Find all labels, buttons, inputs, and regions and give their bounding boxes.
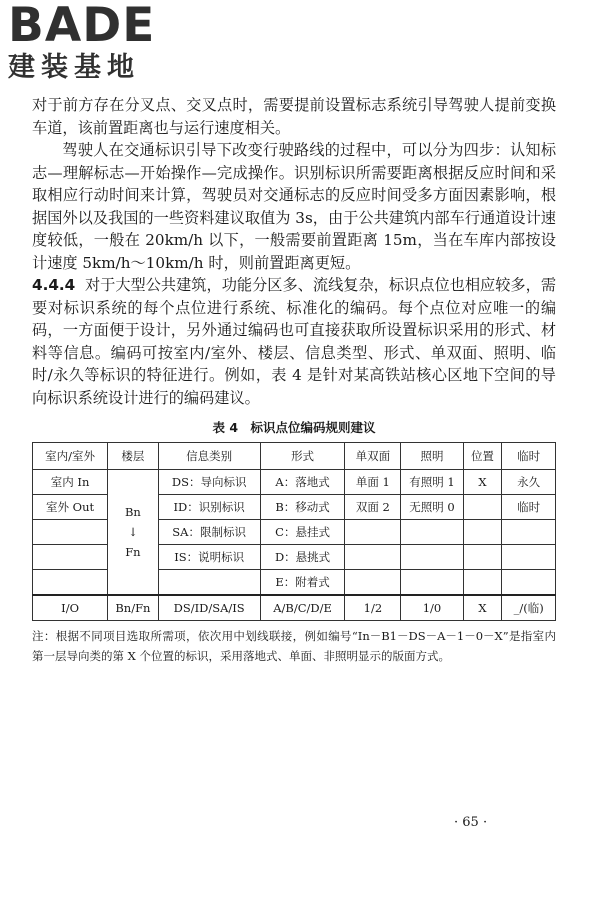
table-cell bbox=[401, 545, 463, 570]
table-cell bbox=[401, 570, 463, 596]
table-cell: 双面 2 bbox=[345, 495, 401, 520]
table-cell: 无照明 0 bbox=[401, 495, 463, 520]
page-number: · 65 · bbox=[454, 815, 488, 830]
table-cell bbox=[33, 570, 108, 596]
header-cell: 临时 bbox=[502, 443, 556, 470]
table-cell bbox=[345, 570, 401, 596]
arrow-down-icon: ↓ bbox=[128, 525, 138, 539]
table-cell bbox=[502, 570, 556, 596]
summary-cell: Bn/Fn bbox=[108, 595, 158, 621]
summary-cell: 1/0 bbox=[401, 595, 463, 621]
table-cell bbox=[463, 495, 502, 520]
table-title: 表 4 标识点位编码规则建议 bbox=[212, 420, 376, 435]
table-cell bbox=[463, 520, 502, 545]
table-cell: E：附着式 bbox=[260, 570, 345, 596]
table-cell: C：悬挂式 bbox=[260, 520, 345, 545]
header-cell: 信息类别 bbox=[158, 443, 260, 470]
table-cell bbox=[33, 520, 108, 545]
table-cell: 单面 1 bbox=[345, 470, 401, 495]
table-cell bbox=[463, 570, 502, 596]
summary-cell: A/B/C/D/E bbox=[260, 595, 345, 621]
table-cell bbox=[33, 545, 108, 570]
table-cell: SA：限制标识 bbox=[158, 520, 260, 545]
table-cell: 永久 bbox=[502, 470, 556, 495]
table-cell: 室外 Out bbox=[33, 495, 108, 520]
table-header-row bbox=[33, 443, 556, 470]
floor-start: Bn bbox=[124, 505, 141, 519]
table-cell bbox=[345, 520, 401, 545]
header-cell: 单双面 bbox=[345, 443, 401, 470]
page-content bbox=[32, 94, 556, 666]
table-cell: X bbox=[463, 470, 502, 495]
table-cell bbox=[502, 520, 556, 545]
coding-rules-table bbox=[32, 442, 556, 621]
header-cell: 位置 bbox=[463, 443, 502, 470]
brand-logo bbox=[8, 2, 155, 84]
summary-cell: I/O bbox=[33, 595, 108, 621]
summary-cell: DS/ID/SA/IS bbox=[158, 595, 260, 621]
table-cell: 临时 bbox=[502, 495, 556, 520]
table-cell bbox=[158, 570, 260, 596]
paragraph-3-text: 对于大型公共建筑，功能分区多、流线复杂，标识点位也相应较多，需要对标识系统的每个点位进行系统、标准化的编码。每个点位对应唯一的编码，一方面便于设计，另外通过编码也可直接获取所设置标识采用的形式、材料等信息。编码可按室内/室外、楼层、信息类型、形式、单双面、照明、临时/永久等标识的特征进行。例如，表 4 是针对某高铁站核心区地下空间的导向标识系统设计进行的编码建议。 bbox=[32, 276, 557, 407]
paragraph-3 bbox=[32, 274, 556, 409]
table-cell: IS：说明标识 bbox=[158, 545, 260, 570]
table-cell: DS：导向标识 bbox=[158, 470, 260, 495]
table-cell bbox=[345, 545, 401, 570]
table-cell: 有照明 1 bbox=[401, 470, 463, 495]
table-note: 注：根据不同项目选取所需项，依次用中划线联接，例如编号“In－B1－DS－A－1－0－X”是指室内第一层导向类的第 X 个位置的标识，采用落地式、单面、非照明显示的版面方式。 bbox=[32, 629, 556, 663]
summary-cell: X bbox=[463, 595, 502, 621]
header-cell: 形式 bbox=[260, 443, 345, 470]
table-cell bbox=[502, 545, 556, 570]
paragraph-1: 对于前方存在分叉点、交叉点时，需要提前设置标志系统引导驾驶人提前变换车道，该前置距离也与运行速度相关。 bbox=[32, 96, 556, 137]
table-cell: B：移动式 bbox=[260, 495, 345, 520]
table-cell: 室内 In bbox=[33, 470, 108, 495]
section-number: 4.4.4 bbox=[32, 276, 76, 294]
table-cell bbox=[463, 545, 502, 570]
paragraph-2: 驾驶人在交通标识引导下改变行驶路线的过程中，可以分为四步：认知标志—理解标志—开始操作—完成操作。识别标识所需要距离根据反应时间和采取相应行动时间来计算，驾驶员对交通标志的反应时间受多方面因素影响，根据国外以及我国的一些资料建议取值为 3s，由于公共建筑内部车行通道设计速度较低，一般在 20km/h 以下，一般需要前置距离 15m，当在车库内部按设计速度 5km/h～10km/h 时，则前置距离更短。 bbox=[32, 141, 556, 272]
table-cell: A：落地式 bbox=[260, 470, 345, 495]
summary-cell: 1/2 bbox=[345, 595, 401, 621]
logo-subtitle: 建装基地 bbox=[8, 52, 140, 83]
header-cell: 楼层 bbox=[108, 443, 158, 470]
floor-end: Fn bbox=[125, 545, 141, 559]
table-cell: ID：识别标识 bbox=[158, 495, 260, 520]
header-cell: 照明 bbox=[401, 443, 463, 470]
floor-range-cell bbox=[108, 470, 158, 596]
header-cell: 室内/室外 bbox=[33, 443, 108, 470]
table-cell bbox=[401, 520, 463, 545]
table-cell: D：悬挑式 bbox=[260, 545, 345, 570]
summary-cell: _/(临) bbox=[502, 595, 556, 621]
table-row bbox=[33, 470, 556, 495]
table-summary-row bbox=[33, 595, 556, 621]
logo-wordmark: BADE bbox=[8, 0, 156, 53]
